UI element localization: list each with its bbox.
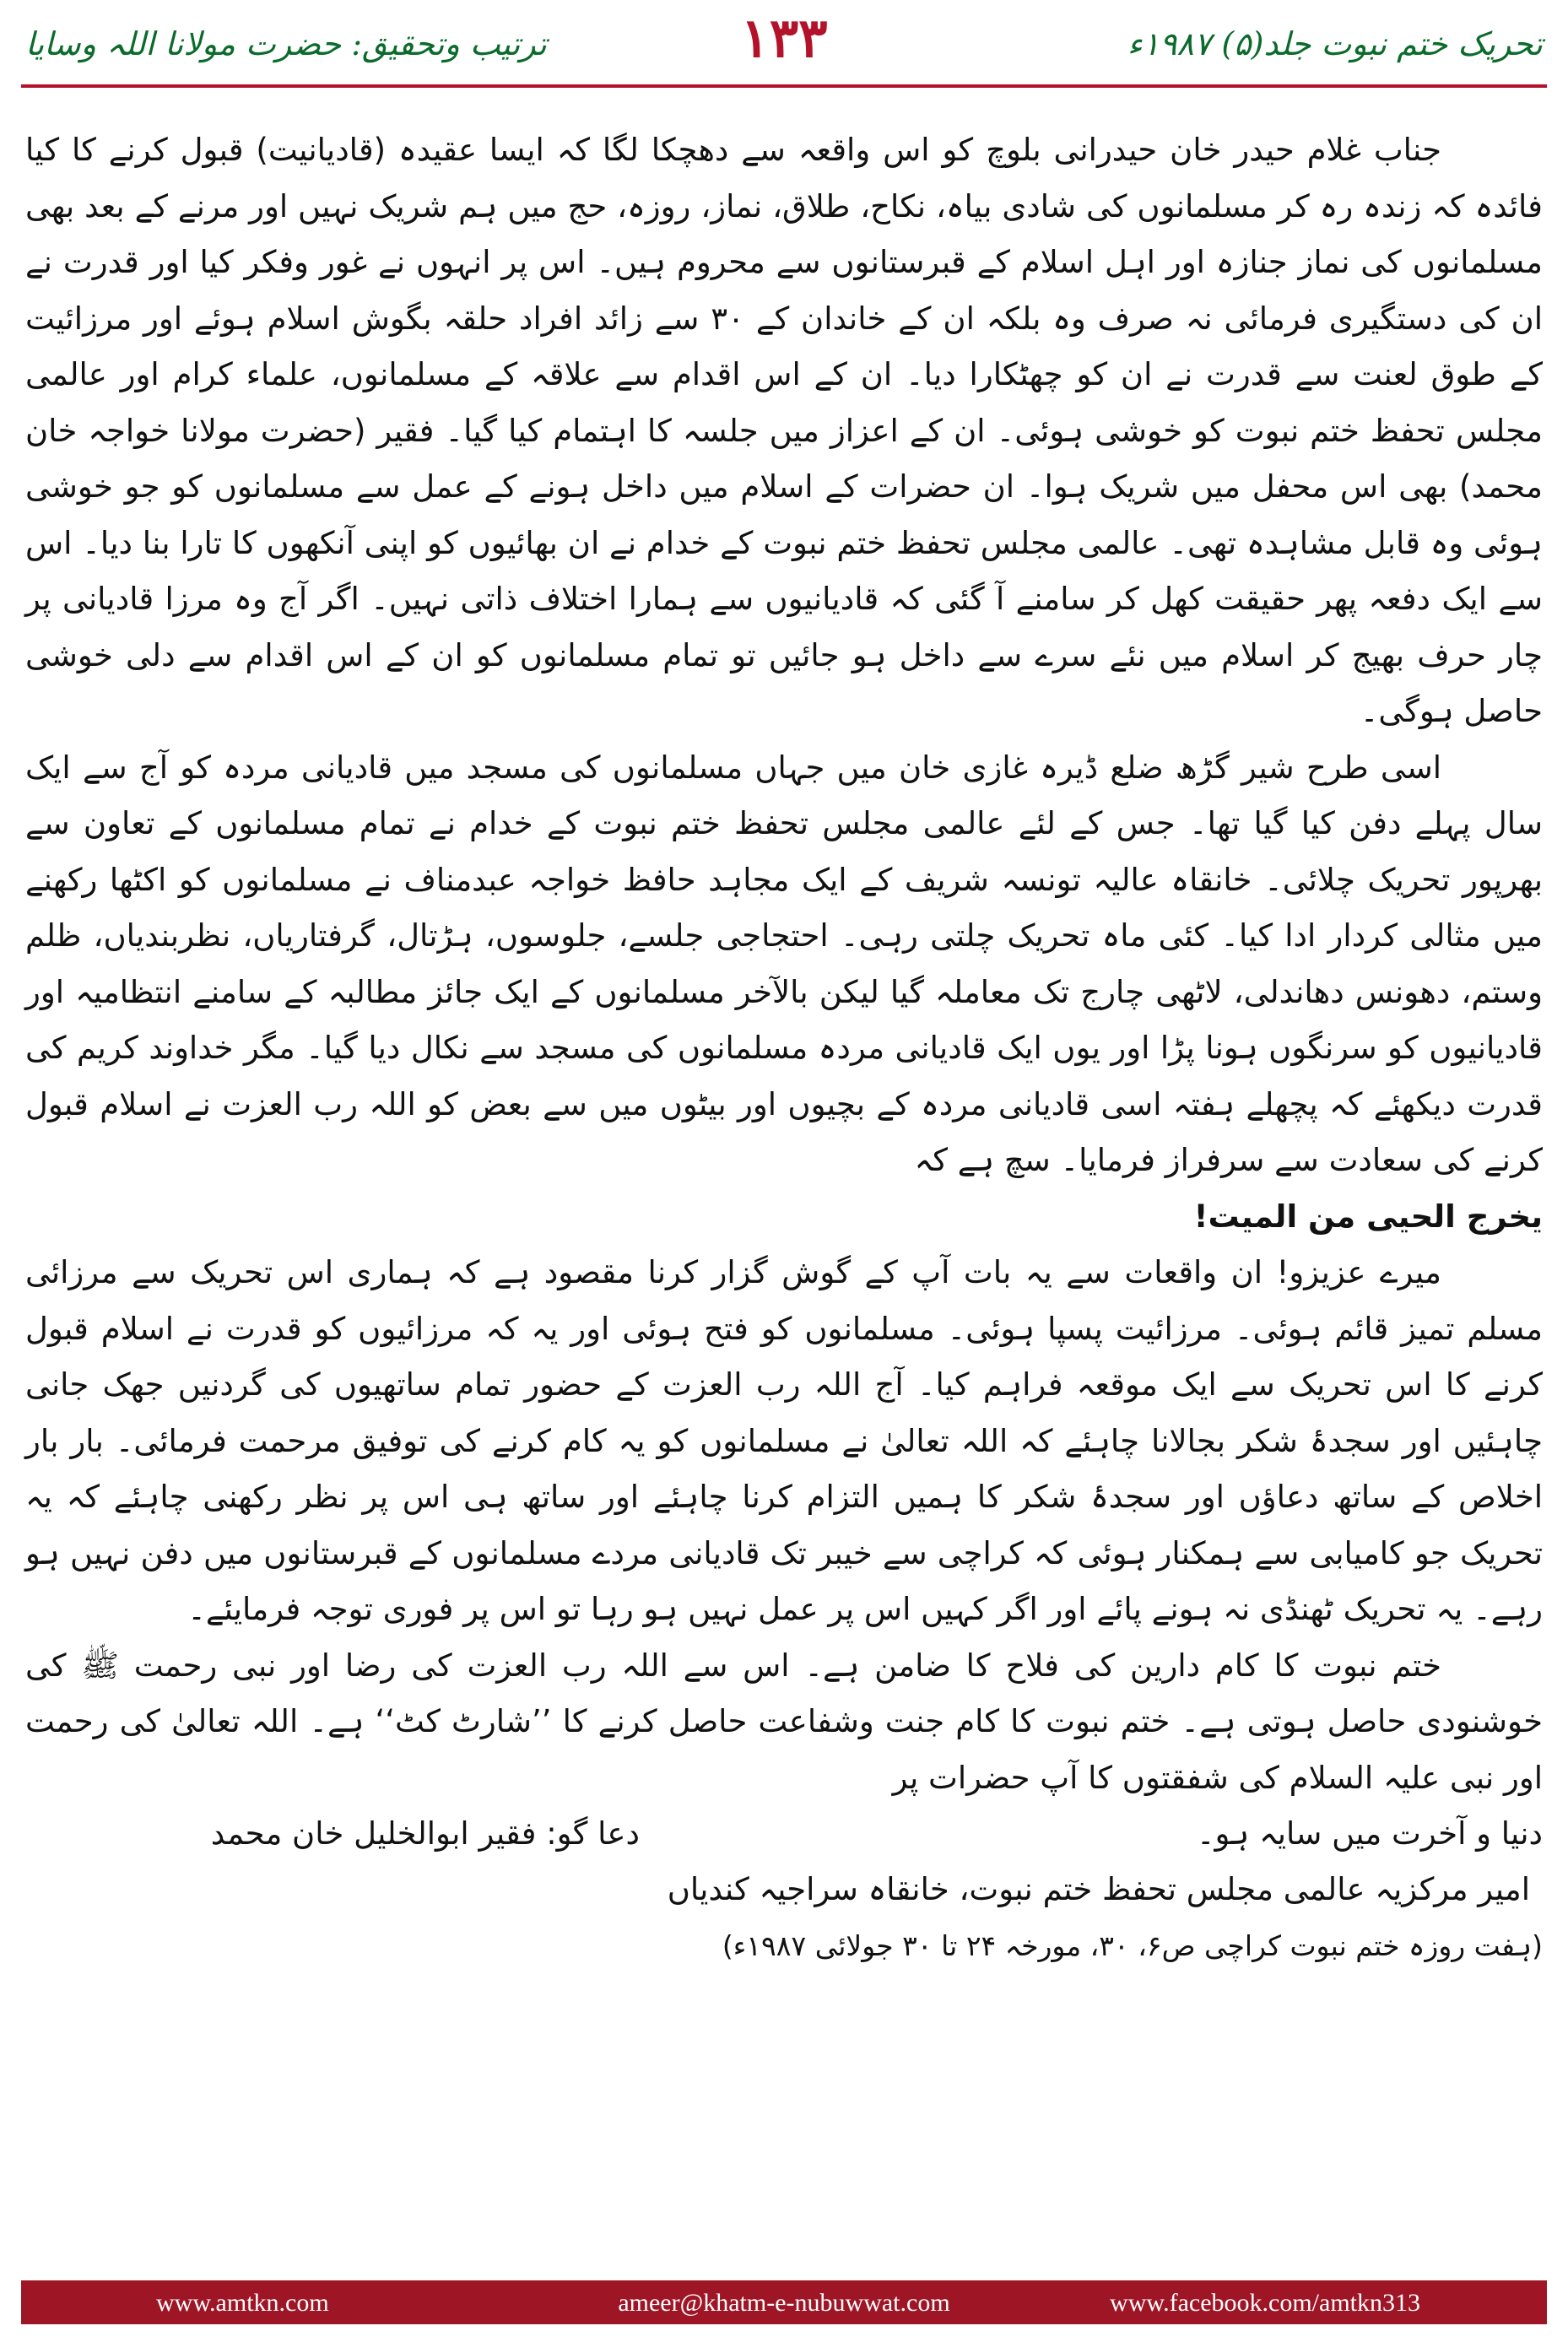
- footer-website-link[interactable]: www.amtkn.com: [156, 2289, 329, 2317]
- paragraph-1: جناب غلام حیدر خان حیدرانی بلوچ کو اس واقعہ سے دھچکا لگا کہ ایسا عقیدہ (قادیانیت) قبول کرنے کا کیا فائدہ کہ زندہ رہ کر مسلمانوں کی شادی بیاہ، نکاح، طلاق، نماز، روزہ، حج میں ہم شریک نہیں اور مرنے کے بعد بھی مسلمانوں کی نماز جنازہ اور اہل اسلام کے قبرستانوں سے محروم ہیں۔ اس پر انہوں نے غور وفکر کیا اور قدرت نے ان کی دستگیری فرمائی نہ صرف وہ بلکہ ان کے خاندان کے ۳۰ سے زائد افراد حلقہ بگوش اسلام ہوئے اور مرزائیت کے طوق لعنت سے قدرت نے ان کو چھٹکارا دیا۔ ان کے اس اقدام سے علاقہ کے مسلمانوں، علماء کرام اور عالمی مجلس تحفظ ختم نبوت کو خوشی ہوئی۔ ان کے اعزاز میں جلسہ کا اہتمام کیا گیا۔ فقیر (حضرت مولانا خواجہ خان محمد) بھی اس محفل میں شریک ہوا۔ ان حضرات کے اسلام میں داخل ہونے کے عمل سے مسلمانوں کو جو خوشی ہوئی وہ قابل مشاہدہ تھی۔ عالمی مجلس تحفظ ختم نبوت کے خدام نے ان بھائیوں کو اپنی آنکھوں کا تارا بنا دیا۔ اس سے ایک دفعہ پھر حقیقت کھل کر سامنے آ گئی کہ قادیانیوں سے ہمارا اختلاف ذاتی نہیں۔ اگر آج وہ مرزا قادیانی پر چار حرف بھیج کر اسلام میں نئے سرے سے داخل ہو جائیں تو تمام مسلمانوں کو ان کے اس اقدام سے دلی خوشی حاصل ہوگی۔: [25, 132, 1544, 729]
- page-header: [0, 0, 1568, 93]
- paragraph-3: میرے عزیزو! ان واقعات سے یہ بات آپ کے گوش گزار کرنا مقصود ہے کہ ہماری اس تحریک سے مرزائی مسلم تمیز قائم ہوئی۔ مرزائیت پسپا ہوئی۔ مسلمانوں کو فتح ہوئی اور یہ کہ مرزائیوں کو قدرت نے اسلام قبول کرنے کا اس تحریک سے ایک موقعہ فراہم کیا۔ آج اللہ رب العزت کے حضور تمام ساتھیوں کی گردنیں جھک جانی چاہئیں اور سجدۂ شکر بجالانا چاہئے کہ اللہ تعالیٰ نے مسلمانوں کو یہ کام کرنے کی توفیق مرحمت فرمائی۔ بار بار اخلاص کے ساتھ دعاؤں اور سجدۂ شکر کا ہمیں التزام کرنا چاہئے اور ساتھ ہی اس پر نظر رکھنی چاہئے کہ یہ تحریک جو کامیابی سے ہمکنار ہوئی کہ کراچی سے خیبر تک قادیانی مردے مسلمانوں کے قبرستانوں میں دفن نہیں ہو رہے۔ یہ تحریک ٹھنڈی نہ ہونے پائے اور اگر کہیں اس پر عمل نہیں ہو رہا تو اس پر فوری توجہ فرمایئے۔: [25, 1254, 1543, 1627]
- source-citation: (ہفت روزہ ختم نبوت کراچی ص۶، ۳۰، مورخہ ۲۴ تا ۳۰ جولائی ۱۹۸۷ء): [722, 1928, 1543, 1962]
- footer-facebook-link[interactable]: www.facebook.com/amtkn313: [1110, 2289, 1420, 2317]
- header-divider: [21, 84, 1547, 88]
- signature: دعا گو: فقیر ابوالخلیل خان محمد: [210, 1815, 640, 1852]
- arabic-quote: یخرج الحیی من المیت!: [1193, 1198, 1543, 1235]
- paragraph-2: اسی طرح شیر گڑھ ضلع ڈیرہ غازی خان میں جہاں مسلمانوں کی مسجد میں قادیانی مردہ کو آج سے ایک سال پہلے دفن کیا گیا تھا۔ جس کے لئے عالمی مجلس تحفظ ختم نبوت کے خدام نے تمام مسلمانوں کے تعاون سے بھرپور تحریک چلائی۔ خانقاہ عالیہ تونسہ شریف کے ایک مجاہد حافظ خواجہ عبدمناف نے مسلمانوں کو اکٹھا رکھنے میں مثالی کردار ادا کیا۔ کئی ماہ تحریک چلتی رہی۔ احتجاجی جلسے، جلوسوں، ہڑتال، گرفتاریاں، نظربندیاں، ظلم وستم، دھونس دھاندلی، لاٹھی چارج تک معاملہ گیا لیکن بالآخر مسلمانوں کے ایک جائز مطالبہ کے سامنے انتظامیہ اور قادیانیوں کو سرنگوں ہونا پڑا اور یوں ایک قادیانی مردہ مسلمانوں کی مسجد سے نکال دیا گیا۔ مگر خداوند کریم کی قدرت دیکھئے کہ پچھلے ہفتہ اسی قادیانی مردہ کے بچیوں اور بیٹوں میں سے بعض کو اللہ رب العزت نے اسلام قبول کرنے کی سعادت سے سرفراز فرمایا۔ سچ ہے کہ: [25, 749, 1543, 1178]
- closing-line: دنیا و آخرت میں سایہ ہو۔: [1196, 1815, 1543, 1852]
- paragraph-4: ختم نبوت کا کام دارین کی فلاح کا ضامن ہے۔ اس سے اللہ رب العزت کی رضا اور نبی رحمت ﷺ کی خوشنودی حاصل ہوتی ہے۔ ختم نبوت کا کام جنت وشفاعت حاصل کرنے کا ’’شارٹ کٹ‘‘ ہے۔ اللہ تعالیٰ کی رحمت اور نبی علیہ السلام کی شفقتوں کا آپ حضرات پر: [25, 1647, 1543, 1796]
- header-book-title: تحریک ختم نبوت جلد(۵) ۱۹۸۷ء: [1127, 25, 1543, 62]
- page-body: [25, 122, 1543, 1974]
- page-footer: [21, 2280, 1547, 2324]
- header-compiler-credit: ترتیب وتحقیق: حضرت مولانا اللہ وسایا: [25, 25, 547, 62]
- footer-email-link[interactable]: ameer@khatm-e-nubuwwat.com: [618, 2289, 950, 2317]
- page-number: ۱۳۳: [740, 7, 828, 70]
- closing-row: [25, 1806, 1543, 1862]
- organization-line: امیر مرکزیہ عالمی مجلس تحفظ ختم نبوت، خانقاہ سراجیہ کندیاں: [667, 1871, 1530, 1907]
